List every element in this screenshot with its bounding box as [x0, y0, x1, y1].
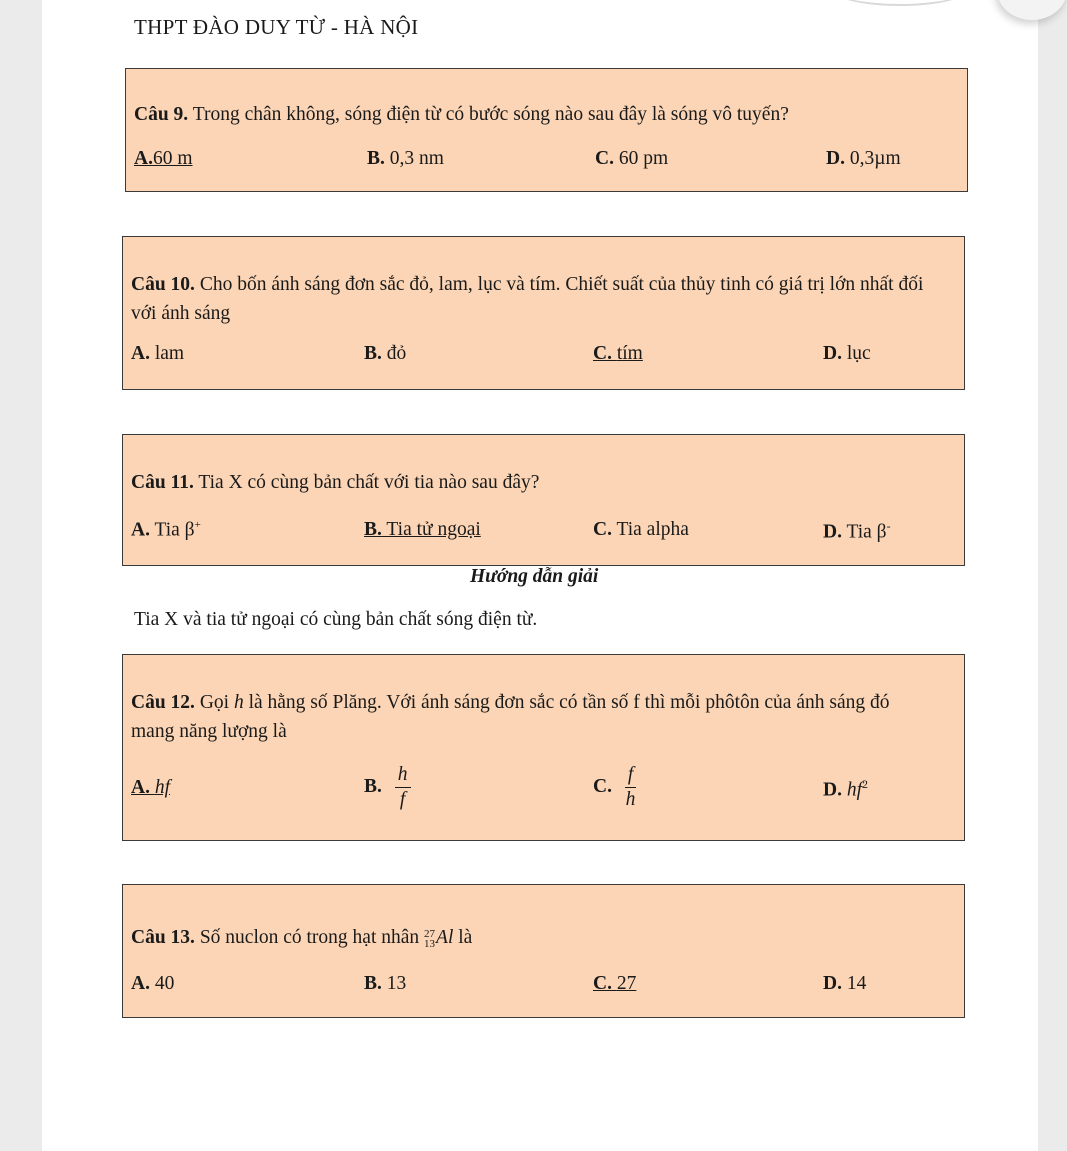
q12-option-d: D. $hf^2$ [823, 777, 869, 801]
q12-fraction-f-over-h: $\frac{f}{h}$ [625, 764, 636, 810]
q13-option-c: C. 27 [593, 973, 637, 994]
question-12-box [122, 654, 965, 841]
guide-title: Hướng dẫn giải [470, 566, 599, 587]
q11-option-b: B. Tia tử ngoại [364, 519, 481, 540]
question-13-label: Câu 13. [131, 927, 195, 948]
q12-fraction-h-over-f: $\frac{h}{f}$ [395, 763, 411, 812]
q10-option-d: D. lục [823, 343, 871, 364]
question-9-label: Câu 9. [134, 104, 189, 125]
question-13-text: Câu 13. Số nuclon có trong hạt nhân 27 13 Al là [131, 927, 473, 950]
question-10-text: Câu 10. Cho bốn ánh sáng đơn sắc đỏ, lam, lục và tím. Chiết suất của thủy tinh có giá trị lớn nhất đối với ánh sáng [131, 274, 924, 324]
question-9-box [125, 68, 968, 192]
q11-option-c: C. Tia alpha [593, 519, 689, 540]
q9-option-c: C. 60 pm [595, 148, 669, 169]
q10-option-b: B. đỏ [364, 343, 407, 364]
q9-option-a: A.60 m [134, 148, 193, 169]
q13-option-b: B. 13 [364, 973, 407, 994]
guide-text: Tia X và tia tử ngoại có cùng bản chất sóng điện từ. [134, 609, 538, 630]
planck-symbol: h [233, 692, 244, 713]
q11-option-a: A. Tia β+ [131, 519, 201, 541]
question-11-label: Câu 11. [131, 472, 194, 493]
q13-option-a: A. 40 [131, 973, 175, 994]
question-12-text: Câu 12. Gọi h là hằng số Plăng. Với ánh sáng đơn sắc có tần số f thì mỗi phôtôn của ánh sáng đó mang năng lượng là [131, 692, 890, 742]
question-11-text: Câu 11. Tia X có cùng bản chất với tia nào sau đây? [131, 472, 540, 493]
q9-option-b: B. 0,3 nm [367, 148, 444, 169]
question-11-box [122, 434, 965, 566]
q9-option-d: D. 0,3µm [826, 148, 901, 169]
question-10-label: Câu 10. [131, 274, 195, 295]
q12-option-b: B. $\frac{h}{f}$ [364, 763, 411, 812]
question-12-label: Câu 12. [131, 692, 195, 713]
q10-option-c: C. tím [593, 343, 643, 364]
q13-option-d: D. 14 [823, 973, 867, 994]
q12-option-c: C. $\frac{f}{h}$ [593, 764, 636, 810]
q10-option-a: A. lam [131, 343, 185, 364]
question-9-text: Câu 9. Trong chân không, sóng điện từ có bước sóng nào sau đây là sóng vô tuyến? [134, 104, 789, 125]
question-13-box [122, 884, 965, 1018]
nucleus-al-27: 27 13 Al [424, 927, 454, 950]
q12-option-a: A. hf [131, 777, 171, 798]
q11-option-d: D. Tia β- [823, 519, 891, 543]
question-10-box [122, 236, 965, 390]
school-header: THPT ĐÀO DUY TỪ - HÀ NỘI [134, 15, 419, 39]
